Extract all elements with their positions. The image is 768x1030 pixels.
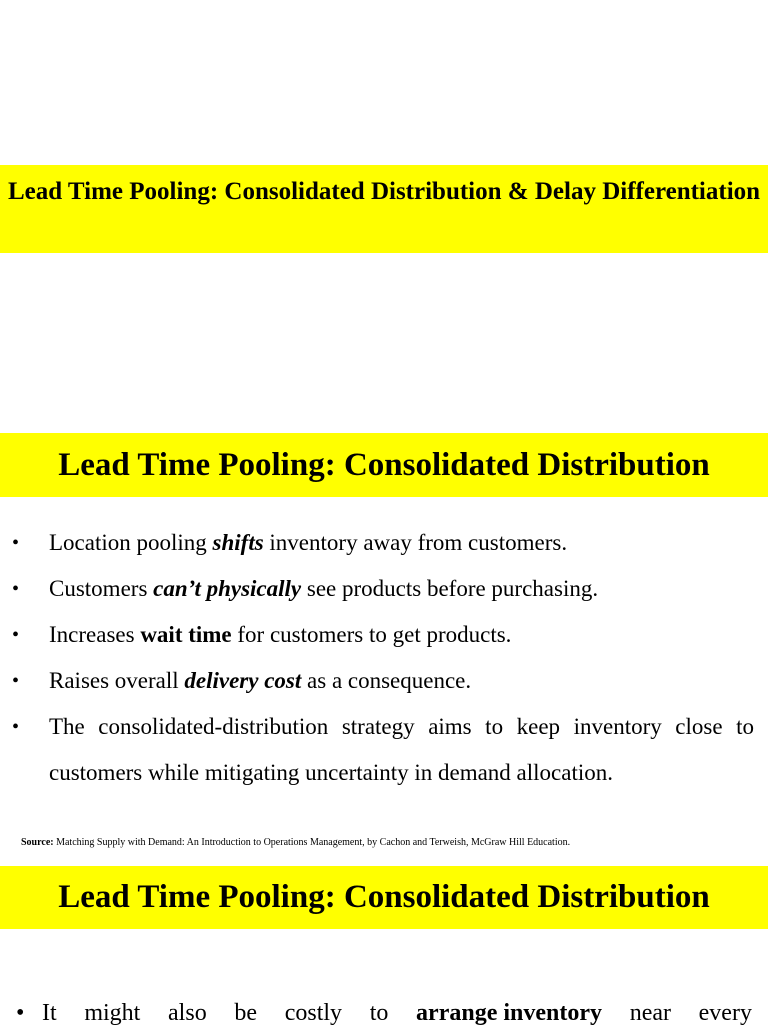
bullet-text: Raises overall [49,668,185,693]
source-label: Source: [21,837,54,848]
slide-title: Lead Time Pooling: Consolidated Distribution [58,447,710,483]
bullet-word: every [698,1000,752,1026]
bullet-text: Customers [49,576,154,601]
bullet-item [0,658,768,704]
bullet-emphasis: delivery cost [184,668,302,693]
bullet-text: for customers to get products. [231,622,512,647]
bullet-icon: • [12,670,20,692]
bullet-icon: • [16,1000,25,1026]
bullet-list [0,520,768,796]
bullet-item [0,612,768,658]
bullet-icon: • [12,578,20,600]
bullet-emphasis: shifts [212,530,264,555]
section-title: Lead Time Pooling: Consolidated Distribution & Delay Differentiation [7,178,761,205]
source-text: Matching Supply with Demand: An Introduction to Operations Management, by Cachon and Terweish, McGraw Hill Education. [53,837,571,848]
bullet-emphasis: can’t physically [153,576,302,601]
slide-title: Lead Time Pooling: Consolidated Distribution [58,879,710,915]
bullet-word: might [84,1000,141,1026]
bullet-word: also [168,1000,207,1026]
slide-title-banner [0,433,768,497]
bullet-text: see products before purchasing. [301,576,599,601]
bullet-text: as a consequence. [301,668,472,693]
section-title-banner [0,165,768,253]
bullet-item [0,520,768,566]
bullet-word: It [42,1000,57,1026]
bullet-word: near [629,1000,671,1026]
bullet-word: costly [284,1000,343,1026]
bullet-word: be [234,1000,258,1026]
bullet-text: Location pooling [49,530,213,555]
bullet-text: Increases [49,622,141,647]
source-citation [21,836,570,850]
bullet-emphasis: arrange inventory [416,1000,603,1026]
bullet-icon: • [12,532,20,554]
bullet-text: The consolidated-distribution strategy aims to keep inventory close to customers while mitigating uncertainty in demand allocation. [49,714,754,785]
bullet-emphasis: wait time [140,622,232,647]
bullet-word: to [369,1000,389,1026]
bullet-icon: • [12,716,20,738]
bullet-item [0,566,768,612]
bullet-icon: • [12,624,20,646]
bullet-text [42,996,752,1030]
bullet-item [0,704,768,796]
bullet-text: inventory away from customers. [263,530,568,555]
slide-title-banner [0,866,768,929]
